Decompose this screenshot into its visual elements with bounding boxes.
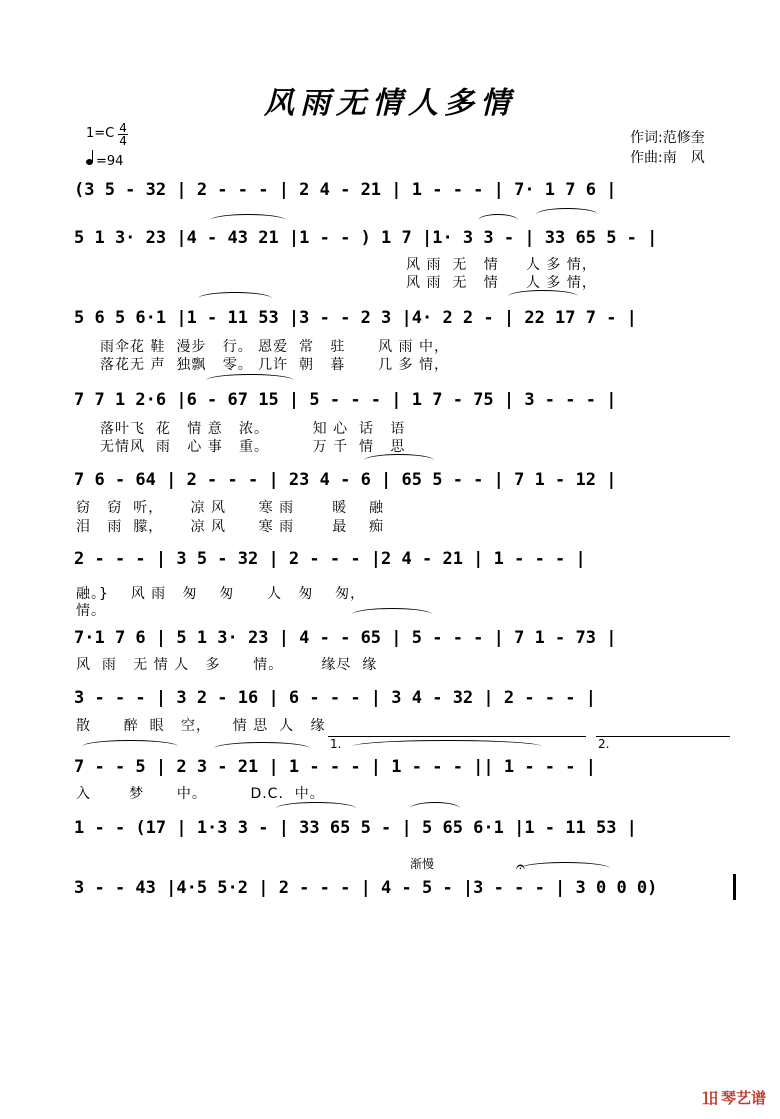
slur — [352, 740, 542, 753]
slur — [214, 742, 310, 755]
lyric-row-2a: 风 雨 无 情 人 多 情， — [406, 257, 597, 273]
fermata-icon: 𝄐 — [516, 857, 525, 876]
notation-row-6: 2 - - - | 3 5 - 32 | 2 - - - |2 4 - 21 | 1 - - - | — [74, 549, 586, 569]
credits — [630, 128, 705, 168]
volta-2-bracket — [596, 736, 730, 737]
slur — [82, 740, 178, 753]
lyric-row-4b: 无情风 雨 心 事 重。 万 千 情 思 — [100, 439, 406, 455]
tempo-mark: =94 — [96, 154, 124, 169]
slur — [276, 802, 356, 815]
lyric-row-2b: 风 雨 无 情 人 多 情， — [406, 275, 597, 291]
key-signature: 1=C — [86, 126, 115, 142]
notation-row-8: 3 - - - | 3 2 - 16 | 6 - - - | 3 4 - 32 | 2 - - - | — [74, 688, 596, 708]
notation-row-9: 7 - - 5 | 2 3 - 21 | 1 - - - | 1 - - - || 1 - - - | — [74, 757, 596, 777]
notation-row-4: 7 7 1 2·6 |6 - 67 15 | 5 - - - | 1 7 - 75 | 3 - - - | — [74, 390, 617, 410]
lyric-row-7: 风 雨 无 情 人 多 情。 缘尽 缘 — [76, 657, 378, 673]
song-title: 风雨无情人多情 — [264, 86, 516, 121]
lyric-row-8: 散 醉 眼 空， 情 思 人 缘 — [76, 718, 326, 734]
final-barline — [733, 874, 736, 900]
notation-row-1: (3 5 - 32 | 2 - - - | 2 4 - 21 | 1 - - - | 7· 1 7 6 | — [74, 180, 617, 200]
slur — [210, 214, 286, 227]
notation-row-3: 5 6 5 6·1 |1 - 11 53 |3 - - 2 3 |4· 2 2 - | 22 17 7 - | — [74, 308, 637, 328]
notation-row-11: 3 - - 43 |4·5 5·2 | 2 - - - | 4 - 5 - |3 - - - | 3 0 0 0) — [74, 878, 658, 898]
site-watermark: ㏠ 琴艺谱 — [702, 1086, 766, 1109]
slur — [198, 292, 272, 305]
slur — [520, 862, 610, 875]
notation-row-7: 7·1 7 6 | 5 1 3· 23 | 4 - - 65 | 5 - - - | 7 1 - 73 | — [74, 628, 617, 648]
lyric-row-9: 入 梦 中。 D.C. 中。 — [76, 786, 325, 802]
quarter-note-icon — [86, 159, 93, 165]
lyric-row-5b: 泪 雨 朦， 凉 风 寒 雨 最 痴 — [76, 519, 385, 535]
notation-row-10: 1 - - (17 | 1·3 3 - | 33 65 5 - | 5 65 6·1 |1 - 11 53 | — [74, 818, 637, 838]
lyric-row-5a: 窃 窃 听， 凉 风 寒 雨 暖 融 — [76, 500, 385, 516]
slur — [364, 454, 434, 467]
watermark-logo-icon: ㏠ — [701, 1089, 718, 1108]
slur — [536, 208, 598, 221]
lyric-row-4a: 落叶飞 花 情 意 浓。 知 心 话 语 — [100, 421, 406, 437]
slur — [478, 214, 518, 227]
composer: 作曲:南 风 — [630, 150, 705, 166]
lyric-row-6a: 融。} 风 雨 匆 匆 人 匆 匆， — [76, 586, 366, 602]
slur — [352, 608, 432, 621]
lyric-row-3b: 落花无 声 独飘 零。 几许 朝 暮 几 多 情， — [100, 357, 450, 373]
lyric-row-3a: 雨伞花 鞋 漫步 行。 恩爱 常 驻 风 雨 中， — [100, 339, 450, 355]
slur — [410, 802, 460, 815]
ritardando-mark: 渐慢 — [410, 857, 435, 871]
lyric-row-6b: 情。 — [76, 603, 106, 619]
time-signature: $\frac{4}{4}$ — [119, 121, 127, 148]
notation-row-5: 7 6 - 64 | 2 - - - | 23 4 - 6 | 65 5 - - | 7 1 - 12 | — [74, 470, 617, 490]
volta-1-bracket — [328, 736, 586, 737]
slur — [508, 290, 578, 303]
lyricist: 作词:范修奎 — [630, 130, 705, 146]
volta-1: 1. — [330, 737, 342, 751]
volta-2: 2. — [598, 737, 610, 751]
slur — [206, 374, 294, 387]
key-tempo-block — [86, 122, 128, 169]
notation-row-2: 5 1 3· 23 |4 - 43 21 |1 - - ) 1 7 |1· 3 3 - | 33 65 5 - | — [74, 228, 658, 248]
